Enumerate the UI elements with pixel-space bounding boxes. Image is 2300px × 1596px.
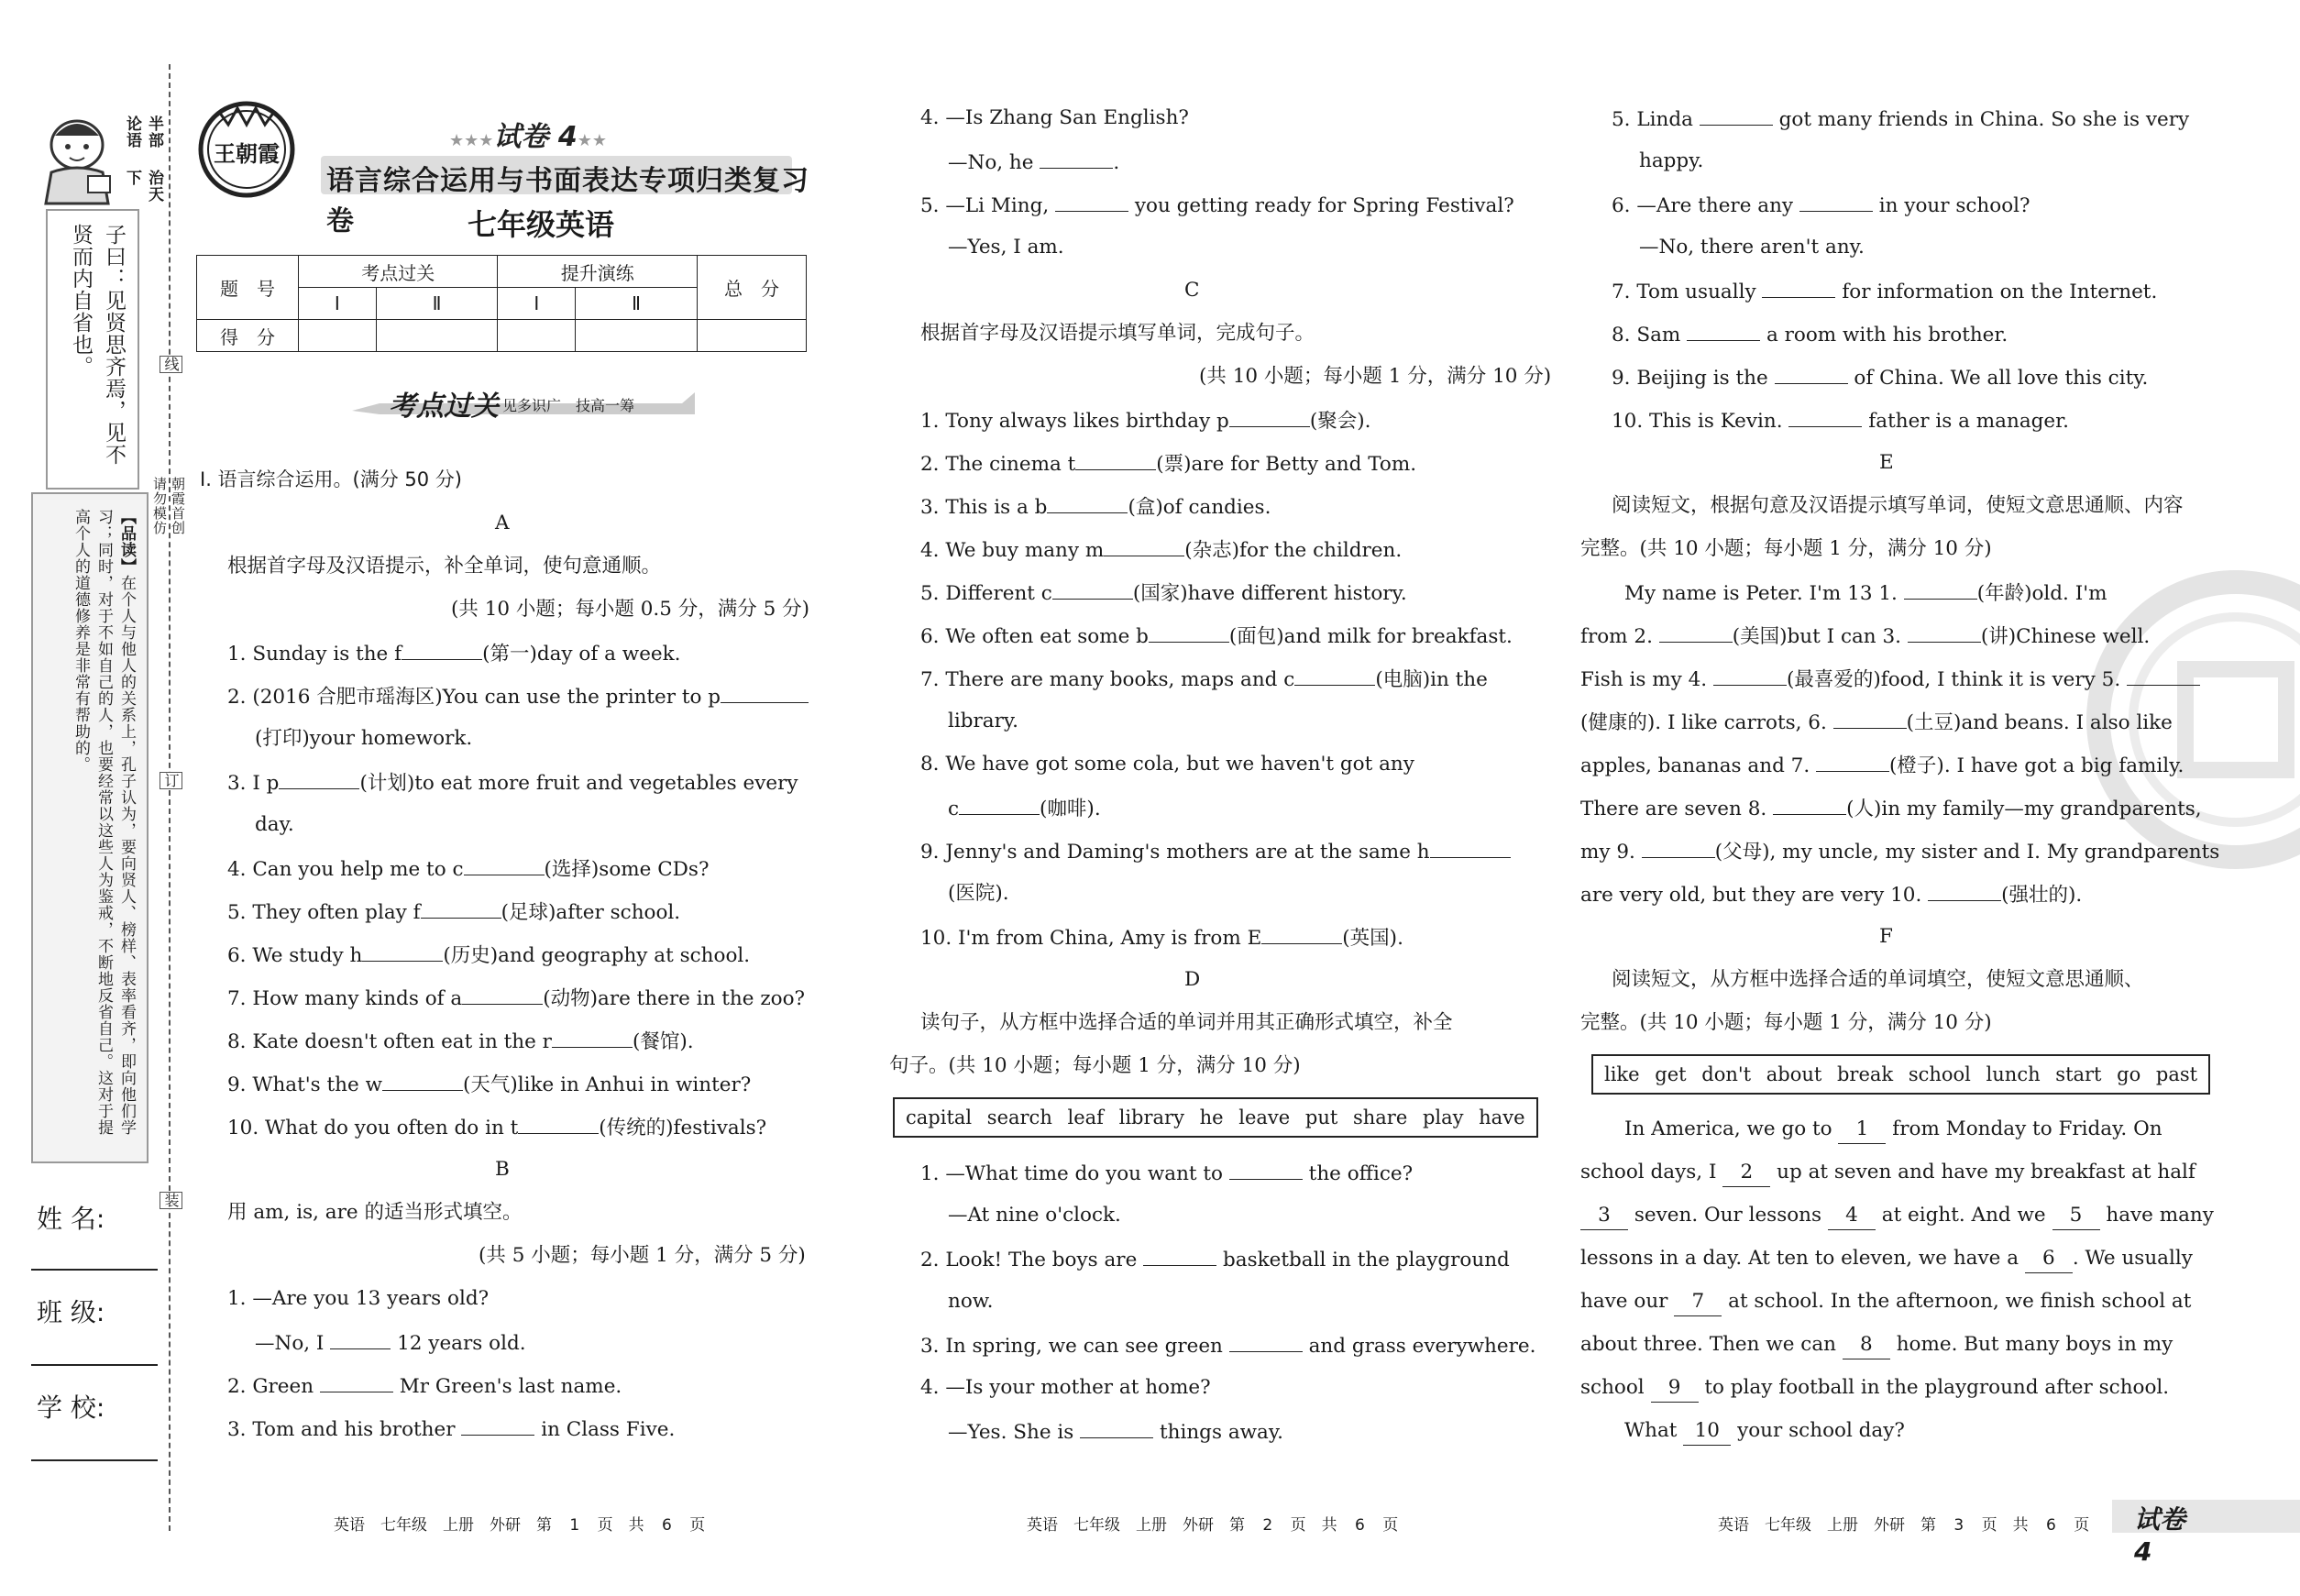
part-d-instruction-2: 句子。(共 10 小题；每小题 1 分，满分 10 分) xyxy=(889,1054,1301,1077)
numbered-blank[interactable]: 3 xyxy=(1580,1202,1628,1230)
answer-blank[interactable] xyxy=(552,1027,633,1048)
answer-blank[interactable] xyxy=(464,854,545,875)
answer-blank[interactable] xyxy=(1080,1417,1153,1438)
part-d-word-box: capital search leaf library he leave put share play have xyxy=(893,1097,1538,1138)
score-table xyxy=(196,255,807,352)
numbered-blank[interactable]: 6 xyxy=(2025,1245,2073,1273)
list-item: 6. We often eat some b (面包)and milk for breakfast. xyxy=(920,622,1513,651)
passage-line: school 9 to play football in the playground after school. xyxy=(1580,1374,2169,1403)
name-field[interactable] xyxy=(31,1269,158,1271)
numbered-blank[interactable]: 8 xyxy=(1843,1331,1890,1359)
list-item: —Yes, I am. xyxy=(948,236,1064,259)
part-f-label: F xyxy=(1879,925,1893,948)
answer-blank[interactable] xyxy=(1642,837,1715,858)
answer-blank[interactable] xyxy=(382,1070,463,1091)
list-item: (打印)your homework. xyxy=(255,727,473,750)
score-cell[interactable] xyxy=(376,320,498,352)
part-c-points: (共 10 小题；每小题 1 分，满分 10 分) xyxy=(1199,365,1552,388)
list-item: 7. There are many books, maps and c (电脑)in the xyxy=(920,665,1488,694)
paper-number-text: 试卷 4 xyxy=(493,121,578,153)
part-c-instruction: 根据首字母及汉语提示填写单词，完成句子。 xyxy=(920,322,1315,345)
list-item: —No, there aren't any. xyxy=(1639,236,1865,259)
page-3 xyxy=(1580,0,2220,1596)
list-item: 4. —Is your mother at home? xyxy=(920,1376,1211,1399)
answer-blank[interactable] xyxy=(1775,363,1848,384)
list-item: 1. —What time do you want to the office? xyxy=(920,1159,1413,1188)
answer-blank[interactable] xyxy=(1143,1245,1216,1266)
list-item: 7. How many kinds of a (动物)are there in the zoo? xyxy=(227,984,805,1013)
reading-body: 在个人与他人的关系上，孔子认为，要向贤人、榜样、表率看齐，即向他们学习；同时，对于不如自己的人，也要经常以这些人为鉴戒，不断地反省自己。这对于提高个人的道德修养是非常有帮助的。 xyxy=(72,509,136,1136)
list-item: 1. Sunday is the f (第一)day of a week. xyxy=(227,639,681,668)
part-a-instruction: 根据首字母及汉语提示，补全单词，使句意通顺。 xyxy=(227,555,662,578)
answer-blank[interactable] xyxy=(1816,751,1889,772)
name-label: 姓 名: xyxy=(37,1204,105,1234)
reading-box xyxy=(31,492,149,1163)
list-item: 9. Jenny's and Daming's mothers are at the same h xyxy=(920,837,1511,866)
answer-blank[interactable] xyxy=(1713,665,1787,686)
list-item: 5. —Li Ming, you getting ready for Spring Festival? xyxy=(920,191,1514,220)
part-e-label: E xyxy=(1879,451,1894,474)
part-c-label: C xyxy=(1184,279,1200,302)
passage-line: What 10 your school day? xyxy=(1624,1417,1905,1446)
section-title: Ⅰ. 语言综合运用。(满分 50 分) xyxy=(200,468,463,490)
score-sub-4: Ⅱ xyxy=(576,288,698,320)
answer-blank[interactable] xyxy=(2127,665,2200,686)
passage-line: In America, we go to 1 from Monday to Friday. On xyxy=(1624,1116,2162,1144)
answer-blank[interactable] xyxy=(279,768,359,789)
list-item: 4. —Is Zhang San English? xyxy=(920,106,1189,129)
paper-number: ★★★试卷 4★★ xyxy=(449,121,608,153)
list-item: 4. We buy many m (杂志)for the children. xyxy=(920,535,1402,565)
class-label: 班 级: xyxy=(37,1297,105,1327)
numbered-blank[interactable]: 4 xyxy=(1828,1202,1876,1230)
answer-blank[interactable] xyxy=(1047,492,1128,513)
list-item: 2. The cinema t (票)are for Betty and Tom. xyxy=(920,449,1416,479)
motto-top: 半部论语治天下 xyxy=(123,116,163,203)
answer-blank[interactable] xyxy=(721,682,809,703)
answer-blank[interactable] xyxy=(330,1328,391,1349)
answer-blank[interactable] xyxy=(1229,1159,1303,1180)
answer-blank[interactable] xyxy=(1430,837,1511,858)
quote-box xyxy=(46,209,139,490)
passage-line: lessons in a day. At ten to eleven, we have a 6 . We usually xyxy=(1580,1245,2193,1273)
answer-blank[interactable] xyxy=(1104,535,1184,556)
answer-blank[interactable] xyxy=(959,794,1040,815)
score-group-2: 提升演练 xyxy=(498,256,698,288)
list-item: c (咖啡). xyxy=(948,794,1101,823)
answer-blank[interactable] xyxy=(462,984,543,1005)
score-cell[interactable] xyxy=(698,320,807,352)
list-item: 6. —Are there any in your school? xyxy=(1612,191,2030,220)
answer-blank[interactable] xyxy=(1149,622,1229,643)
list-item: (医院). xyxy=(948,882,1009,905)
part-f-instruction-2: 完整。(共 10 小题；每小题 1 分，满分 10 分) xyxy=(1580,1011,1992,1034)
score-row-label: 得 分 xyxy=(197,320,299,352)
list-item: 2. Look! The boys are basketball in the playground xyxy=(920,1245,1510,1274)
answer-blank[interactable] xyxy=(1294,665,1375,686)
binding-line xyxy=(169,64,171,1531)
score-cell[interactable] xyxy=(299,320,377,352)
list-item: 5. Linda got many friends in China. So she is very xyxy=(1612,105,2189,134)
binding-mark-1: 线 xyxy=(160,356,182,373)
part-e-instruction-1: 阅读短文，根据句意及汉语提示填写单词，使短文意思通顺、内容 xyxy=(1612,494,2184,517)
list-item: now. xyxy=(948,1290,994,1313)
answer-blank[interactable] xyxy=(1229,1331,1303,1352)
list-item: 8. Sam a room with his brother. xyxy=(1612,320,2008,349)
passage-line: are very old, but they are very 10. (强壮的). xyxy=(1580,880,2082,909)
quote-text: 子曰：见贤思齐焉，见不贤而内自省也。 xyxy=(69,224,126,466)
page-1-footer: 英语 七年级 上册 外研 第 1 页 共 6 页 xyxy=(334,1516,706,1535)
part-f-word-box: like get don't about break school lunch start go past xyxy=(1591,1054,2210,1095)
list-item: 6. We study h (历史)and geography at school. xyxy=(227,941,750,970)
list-item: —No, he . xyxy=(948,148,1119,177)
score-total-header: 总 分 xyxy=(698,256,807,320)
answer-blank[interactable] xyxy=(1799,191,1873,212)
list-item: 8. Kate doesn't often eat in the r (餐馆). xyxy=(227,1027,694,1056)
list-item: 9. What's the w (天气)like in Anhui in winter? xyxy=(227,1070,751,1099)
answer-blank[interactable] xyxy=(1040,148,1113,169)
list-item: 8. We have got some cola, but we haven't got any xyxy=(920,753,1414,776)
score-sub-2: Ⅱ xyxy=(376,288,498,320)
exam-title: 语言综合运用与书面表达专项归类复习卷 xyxy=(326,165,809,237)
passage-line: apples, bananas and 7. (橙子). I have got a big family. xyxy=(1580,751,2184,780)
answer-blank[interactable] xyxy=(1261,923,1342,944)
page-2 xyxy=(889,0,1552,1596)
numbered-blank[interactable]: 2 xyxy=(1722,1159,1770,1187)
answer-blank[interactable] xyxy=(1055,191,1128,212)
numbered-blank[interactable]: 7 xyxy=(1674,1288,1722,1316)
list-item: 3. I p (计划)to eat more fruit and vegetables every xyxy=(227,768,798,798)
answer-blank[interactable] xyxy=(421,897,501,919)
page-2-footer: 英语 七年级 上册 外研 第 2 页 共 6 页 xyxy=(1027,1516,1399,1535)
banner-title: 考点过关 xyxy=(389,391,499,423)
list-item: 3. This is a b (盒)of candies. xyxy=(920,492,1271,522)
list-item: 5. They often play f (足球)after school. xyxy=(227,897,680,927)
passage-line: 3 seven. Our lessons 4 at eight. And we 5 have many xyxy=(1580,1202,2214,1230)
answer-blank[interactable] xyxy=(1833,708,1907,729)
part-b-label: B xyxy=(495,1158,510,1181)
part-d-label: D xyxy=(1184,968,1201,991)
mascot-icon xyxy=(31,108,123,207)
passage-line: There are seven 8. (人)in my family—my grandparents, xyxy=(1580,794,2202,823)
answer-blank[interactable] xyxy=(1052,578,1133,600)
reading-text xyxy=(69,509,138,1150)
numbered-blank[interactable]: 5 xyxy=(2052,1202,2100,1230)
list-item: 7. Tom usually for information on the Internet. xyxy=(1612,277,2157,306)
list-item: —No, I 12 years old. xyxy=(255,1328,526,1358)
list-item: 4. Can you help me to c (选择)some CDs? xyxy=(227,854,709,884)
passage-line: from 2. (美国)but I can 3. (讲)Chinese well. xyxy=(1580,622,2150,651)
page-1 xyxy=(196,0,820,1596)
passage-line: school days, I 2 up at seven and have my breakfast at half xyxy=(1580,1159,2195,1187)
part-f-instruction-1: 阅读短文，从方框中选择合适的单词填空，使短文意思通顺、 xyxy=(1612,968,2144,991)
passage-line: have our 7 at school. In the afternoon, we finish school at xyxy=(1580,1288,2191,1316)
brand-logo xyxy=(196,99,297,200)
list-item: library. xyxy=(948,710,1019,732)
answer-blank[interactable] xyxy=(1773,794,1846,815)
answer-blank[interactable] xyxy=(1788,406,1862,427)
score-sub-3: Ⅰ xyxy=(498,288,576,320)
part-b-points: (共 5 小题；每小题 1 分，满分 5 分) xyxy=(479,1244,806,1267)
list-item: 10. I'm from China, Amy is from E (英国). xyxy=(920,923,1403,952)
list-item: 10. This is Kevin. father is a manager. xyxy=(1612,406,2069,435)
answer-blank[interactable] xyxy=(1904,578,1977,600)
list-item: 5. Different c (国家)have different history. xyxy=(920,578,1407,608)
answer-blank[interactable] xyxy=(1075,449,1156,470)
answer-blank[interactable] xyxy=(1700,105,1773,126)
list-item: —Yes. She is things away. xyxy=(948,1417,1283,1447)
corner-tag: 试卷 4 xyxy=(2134,1504,2186,1567)
answer-blank[interactable] xyxy=(1229,406,1310,427)
list-item: 2. Green Mr Green's last name. xyxy=(227,1371,622,1401)
list-item: day. xyxy=(255,813,294,836)
answer-blank[interactable] xyxy=(1908,622,1981,643)
answer-blank[interactable] xyxy=(1659,622,1733,643)
list-item: —At nine o'clock. xyxy=(948,1204,1121,1227)
answer-blank[interactable] xyxy=(402,639,482,660)
answer-blank[interactable] xyxy=(1762,277,1835,298)
copyright-note: 朝霞首创 请勿模仿 xyxy=(151,477,186,550)
list-item: 1. Tony always likes birthday p (聚会). xyxy=(920,406,1370,435)
numbered-blank[interactable]: 9 xyxy=(1651,1374,1699,1403)
list-item: 9. Beijing is the of China. We all love this city. xyxy=(1612,363,2148,392)
list-item: happy. xyxy=(1639,149,1704,172)
list-item: 1. —Are you 13 years old? xyxy=(227,1287,490,1310)
answer-blank[interactable] xyxy=(1928,880,2001,901)
score-sub-1: Ⅰ xyxy=(299,288,377,320)
list-item: 10. What do you often do in t (传统的)festivals? xyxy=(227,1113,766,1142)
passage-line: Fish is my 4. (最喜爱的)food, I think it is very 5. xyxy=(1580,665,2200,694)
answer-blank[interactable] xyxy=(518,1113,599,1134)
banner-slogan: 见多识广 技高一筹 xyxy=(502,397,635,414)
school-field[interactable] xyxy=(31,1459,158,1461)
school-label: 学 校: xyxy=(37,1392,105,1423)
part-a-points: (共 10 小题；每小题 0.5 分，满分 5 分) xyxy=(451,598,810,621)
numbered-blank[interactable]: 1 xyxy=(1838,1116,1886,1144)
reading-title: 【品读】 xyxy=(117,509,136,575)
brand-name: 王朝霞 xyxy=(214,141,280,167)
answer-blank[interactable] xyxy=(1687,320,1760,341)
part-d-instruction-1: 读句子，从方框中选择合适的单词并用其正确形式填空，补全 xyxy=(920,1011,1453,1034)
section-banner xyxy=(352,383,695,423)
score-group-1: 考点过关 xyxy=(299,256,498,288)
exam-subtitle: 七年级英语 xyxy=(468,207,615,242)
class-field[interactable] xyxy=(31,1364,158,1366)
answer-blank[interactable] xyxy=(320,1371,393,1392)
binding-mark-3: 装 xyxy=(160,1192,182,1209)
passage-line: my 9. (父母), my uncle, my sister and I. My grandparents xyxy=(1580,837,2219,866)
score-cell[interactable] xyxy=(498,320,576,352)
passage-line: about three. Then we can 8 home. But many boys in my xyxy=(1580,1331,2173,1359)
answer-blank[interactable] xyxy=(461,1414,534,1436)
binding-mark-2: 订 xyxy=(160,772,182,789)
answer-blank[interactable] xyxy=(362,941,443,962)
part-a-label: A xyxy=(495,512,510,534)
page-3-footer: 英语 七年级 上册 外研 第 3 页 共 6 页 xyxy=(1718,1516,2090,1535)
numbered-blank[interactable]: 10 xyxy=(1683,1417,1731,1446)
score-cell[interactable] xyxy=(576,320,698,352)
list-item: 2. (2016 合肥市瑶海区)You can use the printer to p xyxy=(227,682,809,711)
list-item: 3. In spring, we can see green and grass everywhere. xyxy=(920,1331,1535,1360)
part-b-instruction: 用 am, is, are 的适当形式填空。 xyxy=(227,1201,523,1224)
score-col-header: 题 号 xyxy=(197,256,299,320)
list-item: 3. Tom and his brother in Class Five. xyxy=(227,1414,675,1444)
passage-line: (健康的). I like carrots, 6. (土豆)and beans. I also like xyxy=(1580,708,2173,737)
part-e-instruction-2: 完整。(共 10 小题；每小题 1 分，满分 10 分) xyxy=(1580,537,1992,560)
passage-line: My name is Peter. I'm 13 1. (年龄)old. I'm xyxy=(1624,578,2107,608)
